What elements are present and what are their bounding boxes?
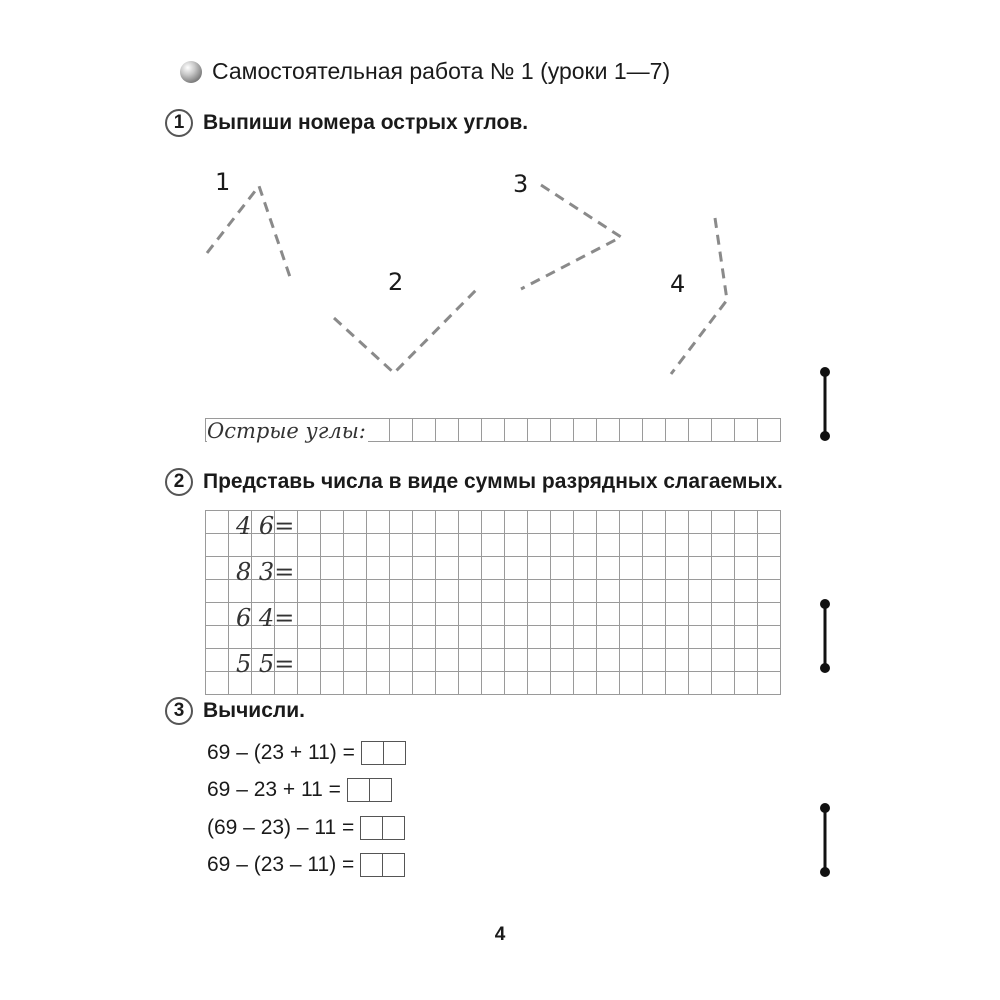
grid-cell[interactable]	[320, 671, 344, 695]
grid-cell[interactable]	[205, 648, 229, 672]
grid-cell[interactable]	[711, 671, 735, 695]
grid-cell[interactable]	[481, 602, 505, 626]
grid-cell[interactable]	[596, 625, 620, 649]
grid-cell[interactable]	[297, 533, 321, 557]
grid-cell[interactable]	[481, 625, 505, 649]
grid-cell[interactable]	[205, 556, 229, 580]
grid-cell[interactable]	[297, 602, 321, 626]
grid-cell[interactable]	[619, 533, 643, 557]
answer-strip-cell[interactable]	[412, 418, 436, 442]
grid-cell[interactable]	[412, 625, 436, 649]
expression-4	[207, 853, 404, 877]
grid-cell[interactable]	[688, 648, 712, 672]
grid-cell[interactable]	[343, 671, 367, 695]
grid-cell[interactable]	[412, 533, 436, 557]
grid-cell[interactable]	[596, 510, 620, 534]
grid-cell[interactable]	[205, 579, 229, 603]
grid-cell[interactable]	[711, 533, 735, 557]
answer-strip-cell[interactable]	[573, 418, 597, 442]
grid-cell[interactable]	[596, 602, 620, 626]
grid-cell[interactable]	[504, 556, 528, 580]
grid-cell[interactable]	[642, 579, 666, 603]
score-marker-dot	[822, 433, 829, 440]
grid-cell[interactable]	[527, 510, 551, 534]
grid-cell[interactable]	[550, 602, 574, 626]
grid-cell[interactable]	[343, 510, 367, 534]
grid-cell[interactable]	[504, 533, 528, 557]
answer-strip-cell[interactable]	[504, 418, 528, 442]
answer-strip-cell[interactable]	[619, 418, 643, 442]
grid-cell[interactable]	[297, 556, 321, 580]
expression-2	[207, 778, 391, 802]
grid-cell[interactable]	[343, 602, 367, 626]
task-2-header	[165, 468, 783, 496]
grid-row-3-label: 6 4=	[236, 604, 295, 632]
score-marker-dot	[822, 665, 829, 672]
angle-label-2: 2	[388, 268, 404, 296]
grid-cell[interactable]	[389, 625, 413, 649]
grid-cell[interactable]	[504, 510, 528, 534]
grid-cell[interactable]	[389, 648, 413, 672]
grid-cell[interactable]	[205, 625, 229, 649]
expression-2-answer-box[interactable]	[347, 778, 391, 802]
grid-cell[interactable]	[320, 510, 344, 534]
grid-cell[interactable]	[389, 579, 413, 603]
grid-cell[interactable]	[389, 671, 413, 695]
grid-cell[interactable]	[596, 533, 620, 557]
grid-cell[interactable]	[412, 671, 436, 695]
grid-cell[interactable]	[366, 671, 390, 695]
task-3-header	[165, 697, 305, 725]
expression-1-text: 69 – (23 + 11) =	[207, 741, 355, 764]
grid-cell[interactable]	[550, 648, 574, 672]
answer-strip-cell[interactable]	[642, 418, 666, 442]
grid-cell[interactable]	[343, 579, 367, 603]
angle-label-4: 4	[670, 270, 686, 298]
grid-cell[interactable]	[343, 556, 367, 580]
grid-cell[interactable]	[343, 533, 367, 557]
grid-cell[interactable]	[366, 625, 390, 649]
grid-cell[interactable]	[665, 625, 689, 649]
grid-cell[interactable]	[366, 602, 390, 626]
grid-cell[interactable]	[435, 533, 459, 557]
grid-cell[interactable]	[320, 625, 344, 649]
expression-2-text: 69 – 23 + 11 =	[207, 778, 341, 801]
answer-strip-cell[interactable]	[527, 418, 551, 442]
grid-cell[interactable]	[619, 556, 643, 580]
grid-cell[interactable]	[734, 533, 758, 557]
task-1-number: 1	[165, 109, 193, 137]
grid-cell[interactable]	[573, 510, 597, 534]
grid-cell[interactable]	[205, 671, 229, 695]
grid-cell[interactable]	[389, 602, 413, 626]
expression-1-answer-box[interactable]	[361, 741, 405, 765]
grid-cell[interactable]	[205, 602, 229, 626]
grid-cell[interactable]	[435, 602, 459, 626]
answer-strip-cell[interactable]	[734, 418, 758, 442]
grid-cell[interactable]	[481, 556, 505, 580]
grid-cell[interactable]	[688, 579, 712, 603]
grid-cell[interactable]	[757, 602, 781, 626]
grid-cell[interactable]	[343, 625, 367, 649]
grid-cell[interactable]	[573, 625, 597, 649]
task-2-number: 2	[165, 468, 193, 496]
grid-cell[interactable]	[481, 671, 505, 695]
grid-cell[interactable]	[297, 625, 321, 649]
grid-cell[interactable]	[435, 579, 459, 603]
grid-cell[interactable]	[573, 671, 597, 695]
expression-4-text: 69 – (23 – 11) =	[207, 853, 355, 876]
answer-strip-cell[interactable]	[481, 418, 505, 442]
grid-cell[interactable]	[757, 625, 781, 649]
grid-cell[interactable]	[711, 556, 735, 580]
grid-cell[interactable]	[711, 510, 735, 534]
grid-cell[interactable]	[573, 533, 597, 557]
score-marker-dot	[822, 369, 829, 376]
grid-cell[interactable]	[711, 625, 735, 649]
worksheet-title-text: Самостоятельная работа № 1 (уроки 1—7)	[212, 58, 671, 84]
grid-cell[interactable]	[757, 556, 781, 580]
grid-cell[interactable]	[665, 556, 689, 580]
grid-cell[interactable]	[596, 671, 620, 695]
grid-cell[interactable]	[573, 648, 597, 672]
grid-cell[interactable]	[527, 671, 551, 695]
task-2-text: Представь числа в виде суммы разрядных слагаемых.	[203, 470, 783, 493]
answer-strip-cell[interactable]	[550, 418, 574, 442]
grid-cell[interactable]	[734, 510, 758, 534]
expression-3-answer-box[interactable]	[360, 816, 404, 840]
answer-strip-cell[interactable]	[757, 418, 781, 442]
grid-cell[interactable]	[642, 671, 666, 695]
grid-cell[interactable]	[389, 533, 413, 557]
grid-cell[interactable]	[435, 671, 459, 695]
grid-cell[interactable]	[734, 625, 758, 649]
grid-cell[interactable]	[435, 648, 459, 672]
grid-cell[interactable]	[665, 533, 689, 557]
grid-cell[interactable]	[665, 602, 689, 626]
answer-strip-cell[interactable]	[711, 418, 735, 442]
page-number: 4	[494, 924, 506, 945]
grid-cell[interactable]	[527, 556, 551, 580]
grid-cell[interactable]	[481, 648, 505, 672]
grid-cell[interactable]	[619, 648, 643, 672]
grid-cell[interactable]	[458, 648, 482, 672]
grid-cell[interactable]	[757, 648, 781, 672]
grid-cell[interactable]	[665, 510, 689, 534]
grid-cell[interactable]	[527, 648, 551, 672]
grid-cell[interactable]	[550, 510, 574, 534]
task-3-text: Вычисли.	[203, 699, 305, 722]
grid-cell[interactable]	[757, 671, 781, 695]
grid-cell[interactable]	[366, 579, 390, 603]
grid-cell[interactable]	[297, 510, 321, 534]
expression-3-text: (69 – 23) – 11 =	[207, 816, 355, 839]
grid-cell[interactable]	[550, 671, 574, 695]
grid-cell[interactable]	[320, 533, 344, 557]
grid-cell[interactable]	[596, 579, 620, 603]
grid-cell[interactable]	[619, 671, 643, 695]
grid-cell[interactable]	[435, 556, 459, 580]
angle-3	[521, 185, 621, 289]
grid-cell[interactable]	[688, 671, 712, 695]
angle-label-1: 1	[215, 168, 231, 196]
grid-cell[interactable]	[435, 625, 459, 649]
grid-cell[interactable]	[320, 579, 344, 603]
answer-strip-cell[interactable]	[435, 418, 459, 442]
grid-cell[interactable]	[504, 648, 528, 672]
grid-cell[interactable]	[389, 556, 413, 580]
grid-cell[interactable]	[573, 602, 597, 626]
grid-cell[interactable]	[458, 625, 482, 649]
grid-cell[interactable]	[527, 602, 551, 626]
angle-label-3: 3	[513, 170, 529, 198]
grid-cell[interactable]	[481, 510, 505, 534]
grid-cell[interactable]	[550, 556, 574, 580]
task-3-number: 3	[165, 697, 193, 725]
grid-cell[interactable]	[642, 602, 666, 626]
grid-cell[interactable]	[412, 602, 436, 626]
grid-cell[interactable]	[550, 625, 574, 649]
grid-cell[interactable]	[642, 510, 666, 534]
grid-cell[interactable]	[711, 579, 735, 603]
grid-cell[interactable]	[389, 510, 413, 534]
score-marker-dot	[822, 805, 829, 812]
grid-row-4-label: 5 5=	[236, 650, 295, 678]
grid-cell[interactable]	[458, 510, 482, 534]
grid-cell[interactable]	[642, 556, 666, 580]
grid-cell[interactable]	[619, 602, 643, 626]
grid-cell[interactable]	[504, 602, 528, 626]
expression-3	[207, 816, 404, 840]
grid-cell[interactable]	[297, 579, 321, 603]
grid-cell[interactable]	[734, 648, 758, 672]
answer-strip-cell[interactable]	[665, 418, 689, 442]
grid-cell[interactable]	[711, 602, 735, 626]
grid-cell[interactable]	[757, 533, 781, 557]
grid-cell[interactable]	[711, 648, 735, 672]
grid-cell[interactable]	[435, 510, 459, 534]
grid-cell[interactable]	[665, 648, 689, 672]
grid-cell[interactable]	[688, 625, 712, 649]
score-marker-dot	[822, 869, 829, 876]
grid-cell[interactable]	[366, 510, 390, 534]
grid-cell[interactable]	[205, 533, 229, 557]
grid-cell[interactable]	[665, 671, 689, 695]
grid-cell[interactable]	[527, 625, 551, 649]
answer-strip-cell[interactable]	[458, 418, 482, 442]
grid-cell[interactable]	[458, 579, 482, 603]
grid-cell[interactable]	[550, 533, 574, 557]
grid-cell[interactable]	[734, 671, 758, 695]
grid-row-1-label: 4 6=	[236, 512, 295, 540]
grid-cell[interactable]	[320, 648, 344, 672]
answer-strip-cell[interactable]	[688, 418, 712, 442]
grid-cell[interactable]	[412, 556, 436, 580]
grid-cell[interactable]	[642, 533, 666, 557]
grid-cell[interactable]	[734, 579, 758, 603]
task-1-text: Выпиши номера острых углов.	[203, 111, 529, 134]
grid-cell[interactable]	[596, 556, 620, 580]
grid-cell[interactable]	[688, 556, 712, 580]
grid-cell[interactable]	[297, 671, 321, 695]
grid-cell[interactable]	[504, 625, 528, 649]
grid-cell[interactable]	[458, 533, 482, 557]
answer-strip-cell[interactable]	[596, 418, 620, 442]
grid-cell[interactable]	[458, 556, 482, 580]
grid-cell[interactable]	[412, 648, 436, 672]
grid-cell[interactable]	[297, 648, 321, 672]
grid-cell[interactable]	[642, 648, 666, 672]
grid-cell[interactable]	[619, 625, 643, 649]
grid-cell[interactable]	[205, 510, 229, 534]
grid-cell[interactable]	[366, 556, 390, 580]
grid-row-2-label: 8 3=	[236, 558, 295, 586]
grid-cell[interactable]	[366, 648, 390, 672]
score-marker-dot	[822, 601, 829, 608]
grid-cell[interactable]	[665, 579, 689, 603]
grid-cell[interactable]	[688, 510, 712, 534]
grid-cell[interactable]	[757, 579, 781, 603]
answer-strip-cell[interactable]	[366, 418, 390, 442]
grid-cell[interactable]	[320, 602, 344, 626]
grid-cell[interactable]	[757, 510, 781, 534]
grid-cell[interactable]	[458, 602, 482, 626]
grid-cell[interactable]	[550, 579, 574, 603]
grid-cell[interactable]	[458, 671, 482, 695]
acute-angles-answer-label: Острые углы:	[207, 419, 366, 443]
grid-cell[interactable]	[734, 602, 758, 626]
grid-cell[interactable]	[573, 579, 597, 603]
grid-cell[interactable]	[619, 579, 643, 603]
grid-cell[interactable]	[481, 533, 505, 557]
grid-cell[interactable]	[320, 556, 344, 580]
grid-cell[interactable]	[504, 579, 528, 603]
answer-strip-cell[interactable]	[389, 418, 413, 442]
grid-cell[interactable]	[619, 510, 643, 534]
grid-cell[interactable]	[734, 556, 758, 580]
grid-cell[interactable]	[527, 533, 551, 557]
expression-1	[207, 741, 405, 765]
angle-2	[334, 287, 479, 373]
grid-cell[interactable]	[343, 648, 367, 672]
grid-cell[interactable]	[596, 648, 620, 672]
grid-cell[interactable]	[481, 579, 505, 603]
grid-cell[interactable]	[573, 556, 597, 580]
grid-cell[interactable]	[412, 510, 436, 534]
grid-cell[interactable]	[366, 533, 390, 557]
grid-cell[interactable]	[527, 579, 551, 603]
grid-cell[interactable]	[504, 671, 528, 695]
angle-1	[207, 186, 290, 277]
grid-cell[interactable]	[642, 625, 666, 649]
grid-cell[interactable]	[412, 579, 436, 603]
grid-cell[interactable]	[688, 602, 712, 626]
grid-cell[interactable]	[688, 533, 712, 557]
expression-4-answer-box[interactable]	[360, 853, 404, 877]
